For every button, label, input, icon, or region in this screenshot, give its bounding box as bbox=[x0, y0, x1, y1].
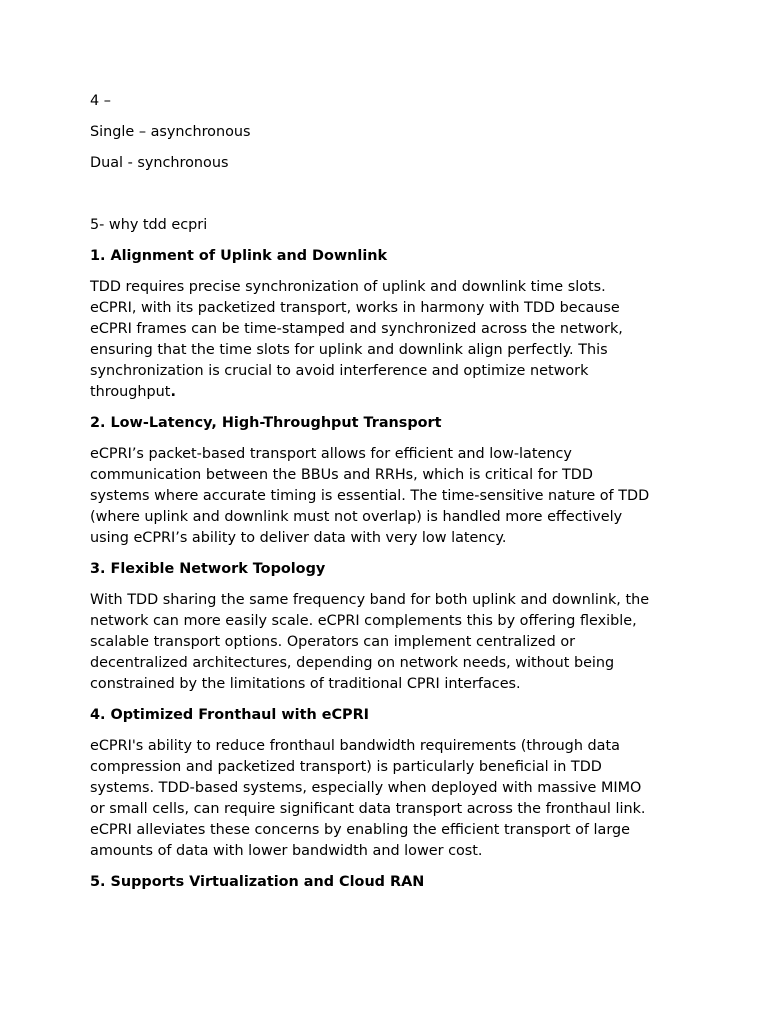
paragraph-line: constrained by the limitations of traditional CPRI interfaces. bbox=[90, 676, 521, 692]
paragraph-line: ensuring that the time slots for uplink and downlink align perfectly. This bbox=[90, 342, 608, 358]
paragraph-line: compression and packetized transport) is particularly beneficial in TDD bbox=[90, 759, 602, 775]
section-heading: 5. Supports Virtualization and Cloud RAN bbox=[90, 874, 425, 890]
paragraph-line: scalable transport options. Operators can implement centralized or bbox=[90, 634, 576, 650]
section-1 bbox=[90, 246, 688, 403]
intro-line-3: Dual - synchronous bbox=[90, 155, 229, 171]
section-heading: 3. Flexible Network Topology bbox=[90, 561, 326, 577]
intro-line-2: Single – asynchronous bbox=[90, 124, 251, 140]
paragraph-last-line bbox=[90, 382, 688, 403]
paragraph-line: using eCPRI’s ability to deliver data with very low latency. bbox=[90, 530, 507, 546]
paragraph-line: eCPRI’s packet-based transport allows for efficient and low-latency bbox=[90, 446, 572, 462]
section-3 bbox=[90, 559, 688, 695]
section-paragraph bbox=[90, 736, 688, 862]
section-paragraph bbox=[90, 277, 688, 403]
section-2 bbox=[90, 413, 688, 549]
section-5 bbox=[90, 872, 688, 893]
paragraph-line: systems. TDD-based systems, especially when deployed with massive MIMO bbox=[90, 780, 642, 796]
document-page bbox=[90, 91, 688, 903]
paragraph-line: eCPRI's ability to reduce fronthaul bandwidth requirements (through data bbox=[90, 738, 620, 754]
paragraph-line: TDD requires precise synchronization of uplink and downlink time slots. bbox=[90, 279, 606, 295]
paragraph-line: eCPRI alleviates these concerns by enabling the efficient transport of large bbox=[90, 822, 630, 838]
section-heading: 4. Optimized Fronthaul with eCPRI bbox=[90, 707, 370, 723]
paragraph-line: or small cells, can require significant data transport across the fronthaul link. bbox=[90, 801, 646, 817]
paragraph-line-text: throughput bbox=[90, 384, 171, 400]
paragraph-line: network can more easily scale. eCPRI complements this by offering flexible, bbox=[90, 613, 637, 629]
paragraph-line: eCPRI, with its packetized transport, works in harmony with TDD because bbox=[90, 300, 620, 316]
section-paragraph bbox=[90, 444, 688, 549]
paragraph-line: (where uplink and downlink must not overlap) is handled more effectively bbox=[90, 509, 623, 525]
section-4 bbox=[90, 705, 688, 862]
paragraph-line: decentralized architectures, depending on network needs, without being bbox=[90, 655, 615, 671]
intro-line-4: 5- why tdd ecpri bbox=[90, 217, 208, 233]
intro-line-1: 4 – bbox=[90, 93, 111, 109]
paragraph-line: systems where accurate timing is essential. The time-sensitive nature of TDD bbox=[90, 488, 650, 504]
paragraph-line: amounts of data with lower bandwidth and lower cost. bbox=[90, 843, 483, 859]
section-paragraph bbox=[90, 590, 688, 695]
paragraph-line: synchronization is crucial to avoid interference and optimize network bbox=[90, 363, 589, 379]
paragraph-line: With TDD sharing the same frequency band for both uplink and downlink, the bbox=[90, 592, 650, 608]
section-heading: 2. Low-Latency, High-Throughput Transport bbox=[90, 415, 442, 431]
bold-period: . bbox=[170, 384, 176, 400]
paragraph-line: communication between the BBUs and RRHs, which is critical for TDD bbox=[90, 467, 593, 483]
section-heading: 1. Alignment of Uplink and Downlink bbox=[90, 248, 388, 264]
paragraph-line: eCPRI frames can be time-stamped and synchronized across the network, bbox=[90, 321, 623, 337]
